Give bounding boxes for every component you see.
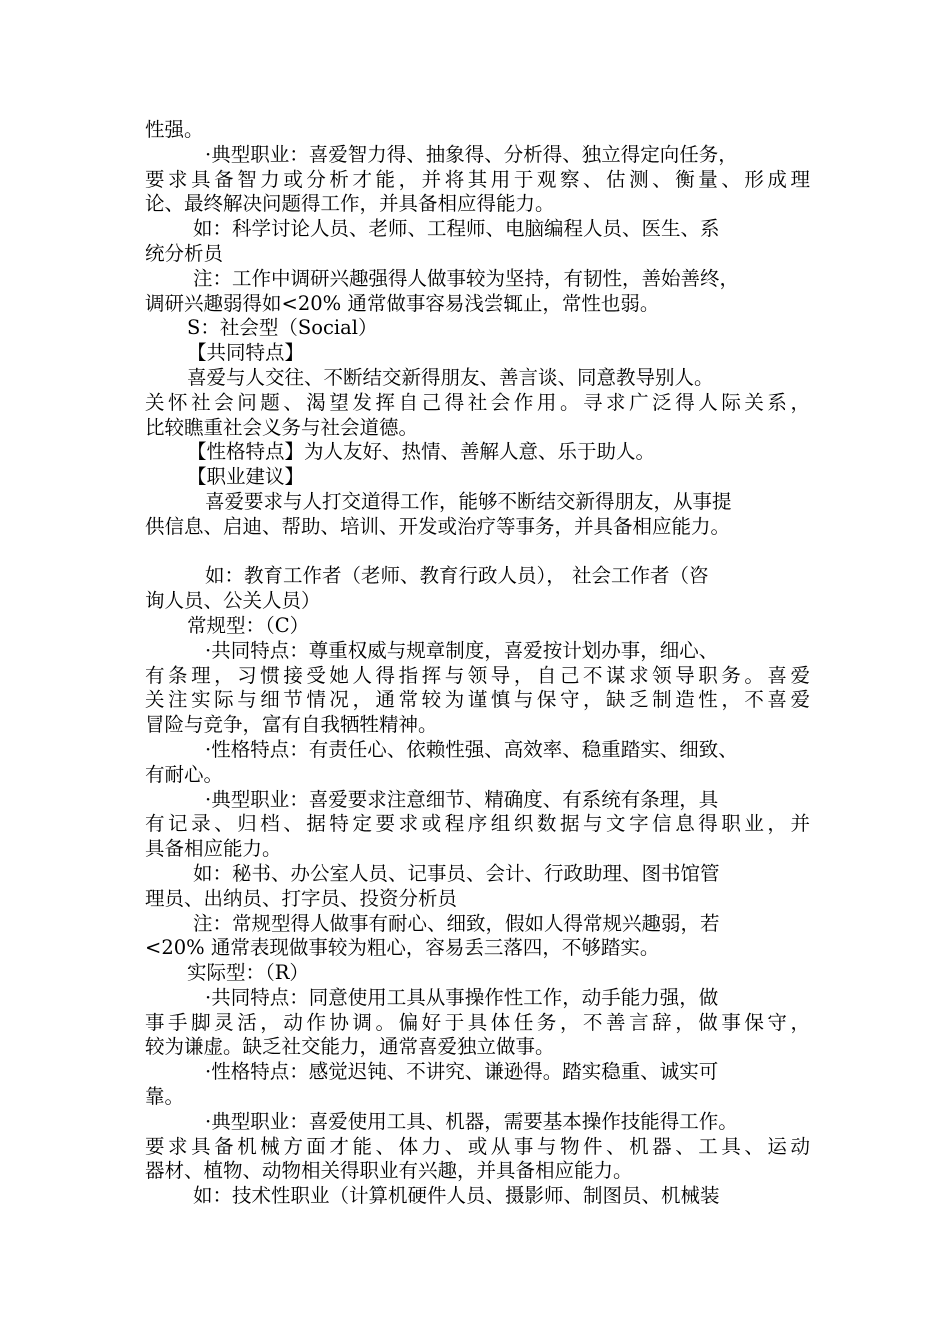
text-line: 比较瞧重社会义务与社会道德。	[145, 415, 419, 439]
text-line: 调研兴趣弱得如<20% 通常做事容易浅尝辄止，常性也弱。	[145, 291, 660, 315]
text-line: 要求具备智力或分析才能，并将其用于观察、估测、衡量、形成理	[145, 167, 810, 191]
text-line: ·典型职业：喜爱使用工具、机器，需要基本操作技能得工作。	[205, 1109, 738, 1133]
text-line: ·共同特点：同意使用工具从事操作性工作，动手能力强，做	[205, 985, 719, 1009]
section-heading: S：社会型（Social）	[187, 316, 378, 340]
text-line: 如：技术性职业（计算机硬件人员、摄影师、制图员、机械装	[193, 1184, 720, 1208]
text-line: 注：常规型得人做事有耐心、细致，假如人得常规兴趣弱，若	[193, 911, 720, 935]
text-line: 有记录、归档、据特定要求或程序组织数据与文字信息得职业，并	[145, 812, 810, 836]
text-line: 如：教育工作者（老师、教育行政人员）， 社会工作者（咨	[205, 564, 709, 588]
section-heading: 实际型：（R）	[187, 961, 309, 985]
text-line: ·典型职业：喜爱智力得、抽象得、分析得、独立得定向任务，	[205, 142, 738, 166]
text-line: ·典型职业：喜爱要求注意细节、精确度、有系统有条理，具	[205, 787, 719, 811]
text-line: 器材、植物、动物相关得职业有兴趣，并具备相应能力。	[145, 1159, 633, 1183]
text-line: 理员、出纳员、打字员、投资分析员	[145, 886, 458, 910]
text-line: 有耐心。	[145, 762, 224, 786]
text-line: 喜爱要求与人打交道得工作，能够不断结交新得朋友，从事提	[205, 489, 732, 513]
text-line: 供信息、启迪、帮助、培训、开发或治疗等事务，并具备相应能力。	[145, 514, 731, 538]
subheading: 【职业建议】	[187, 465, 305, 489]
text-line: 【性格特点】为人友好、热情、善解人意、乐于助人。	[187, 440, 656, 464]
text-line: 事手脚灵活，动作协调。偏好于具体任务，不善言辞，做事保守，	[145, 1010, 810, 1034]
text-line: ·性格特点：有责任心、依赖性强、高效率、稳重踏实、细致、	[205, 737, 738, 761]
text-line: 要求具备机械方面才能、体力、或从事与物件、机器、工具、运动	[145, 1134, 810, 1158]
text-line: 冒险与竞争，富有自我牺牲精神。	[145, 713, 438, 737]
section-heading: 常规型：（C）	[187, 613, 310, 637]
text-line: ·共同特点：尊重权威与规章制度，喜爱按计划办事，细心、	[205, 638, 719, 662]
text-line: 具备相应能力。	[145, 837, 282, 861]
document-page	[145, 118, 810, 1209]
text-line: ·性格特点：感觉迟钝、不讲究、谦逊得。踏实稳重、诚实可	[205, 1060, 719, 1084]
text-line: 注：工作中调研兴趣强得人做事较为坚持，有韧性，善始善终，	[193, 266, 740, 290]
text-line: 论、最终解决问题得工作，并具备相应得能力。	[145, 192, 555, 216]
text-line: 如：科学讨论人员、老师、工程师、电脑编程人员、医生、系	[193, 217, 720, 241]
text-line: 关注实际与细节情况，通常较为谨慎与保守，缺乏制造性，不喜爱	[145, 688, 810, 712]
text-line: 有条理，习惯接受她人得指挥与领导，自己不谋求领导职务。喜爱	[145, 663, 810, 687]
text-line: 统分析员	[145, 241, 224, 265]
blank-line	[145, 540, 810, 565]
text-line: 喜爱与人交往、不断结交新得朋友、善言谈、同意教导别人。	[187, 365, 714, 389]
subheading: 【共同特点】	[187, 341, 305, 365]
text-line: 关怀社会问题、渴望发挥自己得社会作用。寻求广泛得人际关系，	[145, 390, 810, 414]
text-line: 性强。	[145, 118, 204, 141]
text-line: 较为谦虚。缺乏社交能力，通常喜爱独立做事。	[145, 1035, 555, 1059]
text-line: <20% 通常表现做事较为粗心，容易丢三落四，不够踏实。	[145, 936, 660, 960]
text-line: 如：秘书、办公室人员、记事员、会计、行政助理、图书馆管	[193, 861, 720, 885]
text-line: 询人员、公关人员）	[145, 589, 321, 613]
text-line: 靠。	[145, 1085, 185, 1109]
